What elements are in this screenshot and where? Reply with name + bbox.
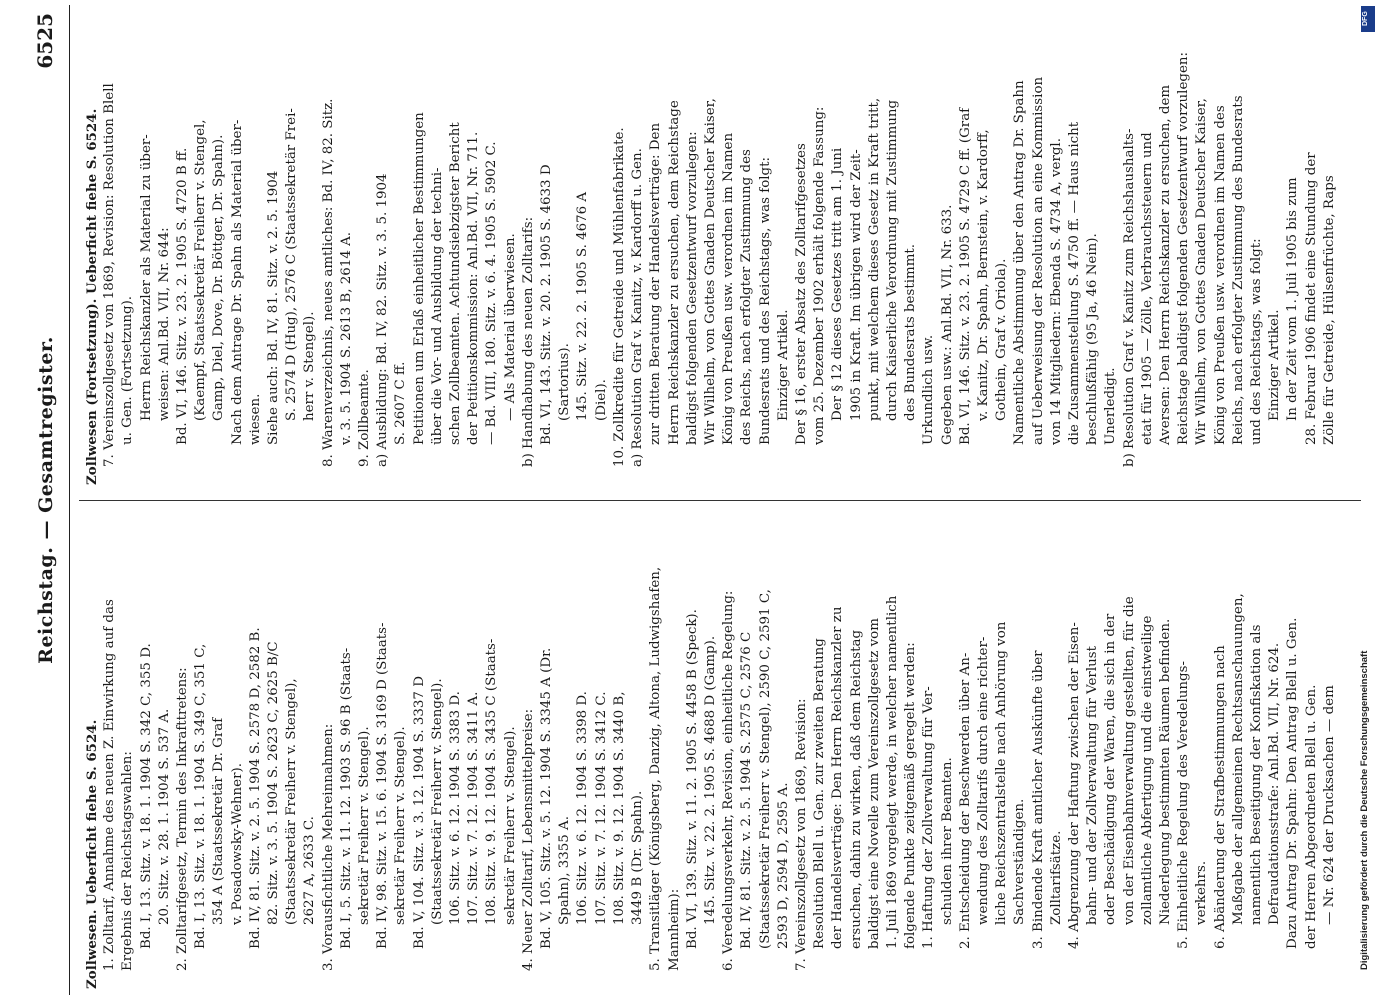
- entry-line: von 14 Mitgliedern: Ebenda S. 4734 A, vergl.: [1048, 138, 1064, 445]
- entry-line: sekretär Freiherr v. Stengel).: [502, 726, 518, 925]
- entry-line: König von Preußen usw. verordnen im Namen des: [1212, 105, 1228, 445]
- entry-line: des Reichs, nach erfolgter Zustimmung des: [739, 149, 755, 445]
- entry-line: sekretär Freiherr v. Stengel).: [357, 726, 373, 925]
- entry-line: Bd. VI, 146. Sitz. v. 23. 2. 1905 S. 4729 C ff. (Graf: [957, 107, 973, 445]
- entry-line: Reichstage baldigst folgenden Gesetzentwurf vorzulegen:: [1176, 51, 1192, 445]
- digitization-credit: Digitalisierung gefördert durch die Deutsche Forschungsgemeinschaft: [1359, 650, 1370, 970]
- entry-line: Defraudationsstrafe: Anl.Bd. VII, Nr. 624.: [1267, 642, 1283, 925]
- entry-line: auf Ueberweisung der Resolution an eine Kommission: [1030, 76, 1046, 445]
- entry-line: 2627 A, 2633 C.: [302, 816, 318, 925]
- entry-line: Bd. I, 13. Sitz. v. 18. 1. 1904 S. 342 C, 355 D.: [138, 643, 154, 949]
- entry-line: b) Handhabung des neuen Zolltarifs:: [520, 216, 536, 467]
- entry-line: 5. Transitläger (Königsberg, Danzig, Altona, Ludwigshafen,: [648, 566, 664, 971]
- entry-line: Ergebnis der Reichstagswahlen:: [120, 751, 136, 971]
- entry-line: der Petitionskommission: Anl.Bd. VII, Nr. 711.: [466, 131, 482, 445]
- entry-line: punkt, mit welchem dieses Gesetz in Kraft tritt,: [866, 97, 882, 421]
- entry-line: 4. Abgrenzung der Haftung zwischen der Eisen-: [1066, 622, 1082, 949]
- entry-line: — Bd. VIII, 180. Sitz. v. 6. 4. 1905 S. 5902 C.: [484, 141, 500, 445]
- entry-line: Maßgabe der allgemeinen Rechtsanschauungen,: [1230, 593, 1246, 925]
- entry-line: 354 A (Staatssekretär Dr. Graf: [211, 717, 227, 925]
- entry-line: zollamtliche Abfertigung und die einstweilige: [1139, 615, 1155, 925]
- entry-line: Herrn Reichskanzler als Material zu über-: [138, 134, 154, 421]
- entry-line: v. Posadowsky-Wehner).: [229, 763, 245, 925]
- entry-line: S. 2574 D (Hug), 2576 C (Staatssekretär Frei-: [284, 108, 300, 421]
- entry-line: Spahn), 3355 A.: [557, 816, 573, 925]
- entry-line: über die Vor- und Ausbildung der techni-: [429, 167, 445, 445]
- entry-line: Reichs, nach erfolgter Zustimmung des Bundesrats: [1230, 95, 1246, 445]
- entry-line: Zollwesen (Fortsetzung). Ueberficht fiehe S. 6524.: [84, 108, 100, 485]
- entry-line: sekretär Freiherr v. Stengel).: [393, 726, 409, 925]
- entry-line: Dazu Antrag Dr. Spahn: Den Antrag Blell u. Gen.: [1285, 617, 1301, 949]
- entry-line: 108. Sitz. v. 9. 12. 1904 S. 3440 B,: [611, 691, 627, 925]
- entry-line: 6. Veredelungsverkehr, Revision, einheitliche Regelung:: [721, 590, 737, 971]
- entry-line: Bd. IV, 81. Sitz. v. 2. 5. 1904 S. 2575 C, 2576 C: [739, 631, 755, 949]
- entry-line: 3. Bindende Kraft amtlicher Auskünfte über: [1030, 650, 1046, 949]
- column-divider: [79, 500, 1361, 501]
- entry-line: etat für 1905 — Zölle, Verbrauchssteuern und: [1139, 132, 1155, 445]
- entry-line: In der Zeit vom 1. Juli 1905 bis zum: [1285, 177, 1301, 421]
- entry-line: 1905 in Kraft. Im übrigen wird der Zeit-: [848, 149, 864, 421]
- entry-line: 28. Februar 1906 findet eine Stundung der: [1303, 152, 1319, 445]
- entry-line: Herrn Reichskanzler zu ersuchen, dem Reichstage: [666, 100, 682, 445]
- entry-line: und des Reichstags, was folgt:: [1249, 238, 1264, 445]
- entry-line: 7. Vereinszollgesetz von 1869, Revision: Resolution Blell: [102, 83, 118, 467]
- entry-line: Aversen: Den Herrn Reichskanzler zu ersuchen, dem: [1157, 84, 1173, 445]
- entry-line: Bd. IV, 81. Sitz. v. 2. 5. 1904 S. 2578 D, 2582 B.: [247, 627, 263, 949]
- entry-line: S. 2607 C ff.: [393, 361, 409, 445]
- entry-line: wiesen.: [247, 393, 263, 445]
- entry-line: Gothein, Graf v. Oriola).: [994, 258, 1010, 421]
- header-rule: [69, 5, 70, 995]
- entry-line: des Bundesrats bestimmt.: [903, 243, 919, 421]
- entry-line: schen Zollbeamten. Achtundsiebzigster Bericht: [448, 122, 464, 445]
- entry-line: von der Eisenbahnverwaltung gestellten, für die: [1121, 596, 1137, 925]
- entry-line: vom 25. Dezember 1902 erhält folgende Fassung:: [812, 106, 828, 445]
- entry-line: die Zusammenstellung S. 4750 ff. — Haus nicht: [1066, 121, 1082, 445]
- entry-line: 6. Abänderung der Strafbestimmungen nach: [1212, 645, 1228, 949]
- entry-line: verkehrs.: [1194, 860, 1210, 925]
- entry-line: Niederlegung bestimmten Räumen befinden.: [1157, 618, 1173, 925]
- entry-line: beschlußfähig (95 Ja, 46 Nein).: [1085, 233, 1101, 445]
- entry-line: Bd. V, 104. Sitz. v. 3. 12. 1904 S. 3337 D: [411, 676, 427, 949]
- page-header: [31, 5, 65, 995]
- entry-line: — Nr. 624 der Drucksachen — dem: [1321, 685, 1337, 925]
- header-title: Reichstag. — Gesamtregister.: [35, 336, 57, 664]
- entry-line: 2. Entscheidung der Beschwerden über An-: [957, 652, 973, 949]
- entry-line: (Kaempf, Staatssekretär Freiherr v. Stengel,: [193, 119, 209, 421]
- entry-line: — Als Material überwiesen.: [502, 233, 518, 421]
- entry-line: Zölle für Getreide, Hülsenfrüchte, Raps: [1321, 175, 1337, 445]
- entry-line: 107. Sitz. v. 7. 12. 1904 S. 3412 C.: [593, 691, 609, 925]
- entry-line: baldigst eine Novelle zum Vereinszollgesetz vom: [866, 618, 882, 949]
- entry-line: Bd. IV, 98. Sitz. v. 15. 6. 1904 S. 3169 D (Staats-: [375, 622, 391, 949]
- entry-line: 3. Vorausfichtliche Mehreinnahmen:: [320, 723, 336, 971]
- entry-line: 5. Einheitliche Regelung des Veredelungs-: [1176, 661, 1192, 949]
- entry-line: oder Beschädigung der Waren, die sich in der: [1103, 613, 1119, 925]
- entry-line: 106. Sitz. v. 6. 12. 1904 S. 3398 D.: [575, 691, 591, 925]
- entry-line: Petitionen um Erlaß einheitlicher Bestimmungen: [411, 112, 427, 445]
- entry-line: Bd. VI, 143. Sitz. v. 20. 2. 1905 S. 4633 D: [539, 164, 555, 445]
- entry-line: Mannheim):: [666, 888, 682, 971]
- entry-line: Sachverständigen.: [1012, 798, 1028, 925]
- entry-line: Bd. VI, 139. Sitz. v. 11. 2. 1905 S. 4458 B (Speck).: [684, 609, 700, 949]
- entry-line: 145. Sitz. v. 22. 2. 1905 S. 4688 D (Gamp).: [702, 635, 718, 925]
- entry-line: a) Ausbildung: Bd. IV, 82. Sitz. v. 3. 5. 1904: [375, 173, 391, 467]
- entry-line: bahn- und der Zollverwaltung für Verlust: [1085, 646, 1101, 925]
- entry-line: 1. Zolltarif, Annahme des neuen Z. Einwirkung auf das: [102, 599, 118, 971]
- entry-line: 1. Juli 1869 vorgelegt werde, in welcher namentlich: [884, 595, 900, 949]
- right-column: [83, 15, 1339, 485]
- entry-line: v. Kanitz, Dr. Spahn, Bernstein, v. Kardorff,: [975, 129, 991, 421]
- page-number: 6525: [33, 13, 57, 69]
- entry-line: 106. Sitz. v. 6. 12. 1904 S. 3383 D.: [448, 691, 464, 925]
- entry-line: b) Resolution Graf v. Kanitz zum Reichshaushalts-: [1121, 128, 1137, 467]
- entry-line: zur dritten Beratung der Handelsverträge: Den: [648, 122, 664, 445]
- entry-line: 20. Sitz. v. 28. 1. 1904 S. 537 A.: [156, 708, 172, 925]
- entry-line: a) Resolution Graf v. Kanitz, v. Kardorff u. Gen.: [630, 148, 646, 467]
- entry-line: namentlich Beseitigung der Konfiskation als: [1249, 624, 1264, 925]
- entry-line: 3449 B (Dr. Spahn).: [630, 790, 646, 925]
- entry-line: Bd. I, 5. Sitz. v. 11. 12. 1903 S. 96 B (Staats-: [338, 647, 354, 949]
- entry-line: (Staatssekretär Freiherr v. Stengel),: [284, 678, 300, 925]
- entry-line: 2. Zolltarifgesetz, Termin des Inkrafttretens:: [175, 667, 191, 971]
- entry-line: König von Preußen usw. verordnen im Namen: [721, 132, 737, 445]
- entry-line: 10. Zollkredite für Getreide und Mühlenfabrikate.: [611, 127, 627, 467]
- entry-line: Der § 12 dieses Gesetzes tritt am 1. Juni: [830, 147, 846, 421]
- entry-line: (Staatssekretär Freiherr v. Stengel), 2590 C, 2591 C,: [757, 589, 773, 949]
- entry-line: Resolution Blell u. Gen. zur zweiten Beratung: [812, 638, 828, 949]
- entry-line: 7. Vereinszollgesetz von 1869, Revision:: [793, 698, 809, 971]
- entry-line: baldigst folgenden Gesetzentwurf vorzulegen:: [684, 131, 700, 445]
- entry-line: herr v. Stengel).: [302, 311, 318, 421]
- entry-line: liche Reichszentralstelle nach Anhörung von: [994, 621, 1010, 925]
- entry-line: ersuchen, dahin zu wirken, daß dem Reichstag: [848, 629, 864, 949]
- entry-line: Der § 16, erster Absatz des Zolltarifgesetzes: [793, 143, 809, 445]
- left-column: [83, 519, 1339, 989]
- entry-line: Zolltarifsätze.: [1048, 830, 1064, 925]
- entry-line: Zollwesen. Ueberficht fiehe S. 6524.: [84, 719, 100, 989]
- entry-line: der Handelsverträge: Den Herrn Reichskanzler zu: [830, 606, 846, 949]
- entry-line: Wir Wilhelm, von Gottes Gnaden Deutscher Kaiser,: [702, 98, 718, 445]
- entry-line: v. 3. 5. 1904 S. 2613 B, 2614 A.: [338, 231, 354, 445]
- entry-line: Gegeben usw.: Anl.Bd. VII, Nr. 633.: [939, 204, 955, 445]
- entry-line: 107. Sitz. v. 7. 12. 1904 S. 3411 A.: [466, 691, 482, 925]
- entry-line: folgende Punkte zeitgemäß geregelt werden:: [903, 642, 919, 949]
- entry-line: weisen: Anl.Bd. VII, Nr. 644:: [156, 227, 172, 421]
- entry-line: 145. Sitz. v. 22. 2. 1905 S. 4676 A: [575, 191, 591, 421]
- entry-line: 9. Zollbeamte.: [357, 369, 373, 467]
- entry-line: 1. Haftung der Zollverwaltung für Ver-: [921, 686, 937, 949]
- entry-line: 108. Sitz. v. 9. 12. 1904 S. 3435 C (Staats-: [484, 638, 500, 925]
- entry-line: Bd. I, 13. Sitz. v. 18. 1. 1904 S. 349 C, 351 C,: [193, 643, 209, 949]
- entry-line: Einziger Artikel.: [1267, 309, 1283, 421]
- entry-line: Unerledigt.: [1103, 367, 1119, 445]
- entry-line: durch Kaiserliche Verordnung mit Zustimmung: [884, 99, 900, 421]
- entry-line: Wir Wilhelm, von Gottes Gnaden Deutscher Kaiser,: [1194, 98, 1210, 445]
- entry-line: 2593 D, 2594 D, 2595 A.: [775, 782, 791, 949]
- entry-line: (Staatssekretär Freiherr v. Stengel).: [429, 678, 445, 925]
- entry-line: (Diel).: [593, 379, 609, 421]
- entry-line: Einziger Artikel.: [775, 309, 791, 421]
- entry-line: 8. Warenverzeichnis, neues amtliches: Bd. IV, 82. Sitz.: [320, 98, 336, 467]
- entry-line: 4. Neuer Zolltarif, Lebensmittelpreise:: [520, 708, 536, 971]
- entry-line: 82. Sitz. v. 3. 5. 1904 S. 2623 C, 2625 B/C: [266, 641, 282, 925]
- entry-line: Gamp, Diel, Dove, Dr. Böttger, Dr. Spahn).: [211, 134, 227, 421]
- entry-line: Namentliche Abstimmung über den Antrag Dr. Spahn: [1012, 80, 1028, 445]
- entry-line: Nach dem Antrage Dr. Spahn als Material über-: [229, 119, 245, 445]
- entry-line: schulden ihrer Beamten.: [939, 757, 955, 925]
- entry-line: Bd. VI, 146. Sitz. v. 23. 2. 1905 S. 4720 B ff.: [175, 147, 191, 445]
- entry-line: Bundesrats und des Reichstags, was folgt:: [757, 157, 773, 445]
- entry-line: Bd. V, 105. Sitz. v. 5. 12. 1904 S. 3345 A (Dr.: [539, 647, 555, 949]
- entry-line: Siehe auch: Bd. IV, 81. Sitz. v. 2. 5. 1904: [266, 170, 282, 445]
- entry-line: Urkundlich usw.: [921, 334, 937, 445]
- dfg-logo-icon: DFG: [1361, 6, 1375, 32]
- entry-line: u. Gen. (Fortsetzung).: [120, 295, 136, 445]
- register-page: [21, 5, 1361, 995]
- entry-line: (Sartorius).: [557, 343, 573, 421]
- entry-line: wendung des Zolltarifs durch eine richter-: [975, 636, 991, 925]
- entry-line: der Herren Abgeordneten Blell u. Gen.: [1303, 684, 1319, 949]
